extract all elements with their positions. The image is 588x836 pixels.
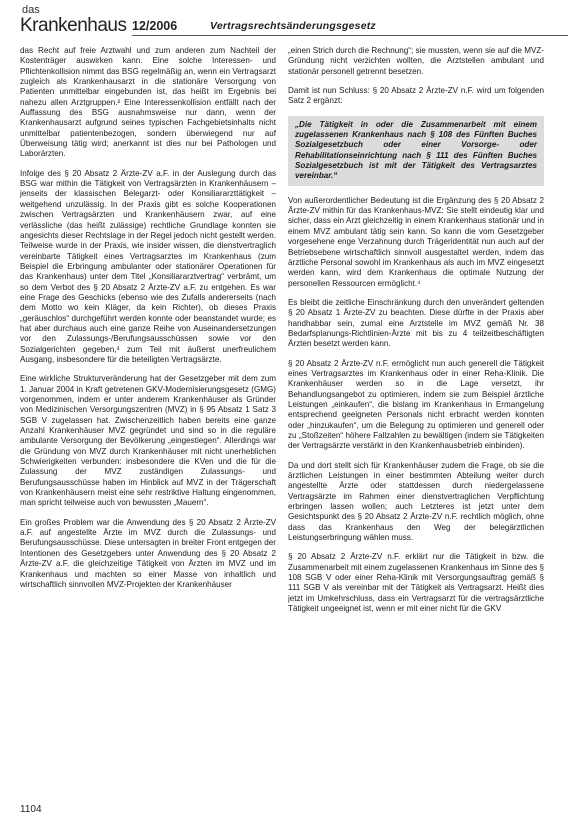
left-column xyxy=(20,46,276,599)
body-paragraph: Eine wirkliche Strukturveränderung hat der Gesetzgeber mit dem zum 1. Januar 2004 in Kraft getretenen GKV-Modernisierungsgesetz (GMG) vorgenommen, indem er unter anderem Krankenhäuser als Gründer von Medizinischen Versorgungszentren (MVZ) in § 95 Absatz 1 Satz 3 SGB V zugelassen hat. Zwischenzeitlich haben bereits eine ganze Anzahl Krankenhäuser MVZ gegründet und sind so in die reguläre ambulante Versorgung der Bevölkerung „eingestiegen“. Allerdings war die Gründung von MVZ durch Krankenhäuser mit nicht unerheblichen Schwierigkeiten verbunden: insbesondere die KVen und die für die Zulassung der MVZ zuständigen Zulassungs- und Berufungsausschüsse haben im Hinblick auf MVZ in der Trägerschaft von Krankenhäusern meist eine sehr restriktive Haltung eingenommen, man spricht teilweise auch von bewussten „Mauern“. xyxy=(20,374,276,508)
body-paragraph: das Recht auf freie Arztwahl und zum anderen zum Nachteil der Kostenträger auswirken kann. Eine solche Interessen- und Pflichtenkollision nimmt das BSG regelmäßig an, wenn ein Vertragsarzt zugleich als Krankenhausarzt in die stationäre Versorgung von Patienten unmittelbar eingebunden ist, das heißt im Ergebnis bei nahezu allen Arztgruppen.² Eine Interessenkollision entfällt nach der Auffassung des BSG ausnahmsweise nur dann, wenn der Krankenhausarzt aufgrund seines typischen Fachgebietsinhalts nicht unmittelbar patientenbezogen, sondern überwiegend nur auf Überweisung tätig wird; anerkannt ist dies nur bei Pathologen und Laborärzten. xyxy=(20,46,276,159)
body-paragraph: Es bleibt die zeitliche Einschränkung durch den unverändert geltenden § 20 Absatz 1 Ärzte-ZV zu beachten. Diese dürfte in der Praxis aber handhabbar sein, zumal eine Arztstelle im MVZ gemäß Nr. 38 Bedarfsplanungs-Richtlinien-Ärzte mit bis zu 4 teilzeitbeschäftigten Ärzten besetzt werden kann. xyxy=(288,297,544,349)
logo-main-text: Krankenhaus xyxy=(20,15,127,36)
header-divider xyxy=(132,35,568,36)
body-paragraph: Von außerordentlicher Bedeutung ist die Ergänzung des § 20 Absatz 2 Ärzte-ZV mithin für das Krankenhaus-MVZ: Sie stellt eindeutig klar und sicher, dass ein Arzt gleichzeitig in einem Krankenhaus stationär und in einem MVZ ambulant tätig sein kann. So kann die vom Gesetzgeber vorgesehene enge Verzahnung durch Trägeridentität nun auch auf der Betriebsebene wirtschaftlich sinnvoll ausgestaltet werden, indem das ärztliche Personal sowohl im Krankenhaus als auch im MVZ eingesetzt werden kann, wird dem Krankenhaus die optimale Nutzung der personellen Ressourcen ermöglicht.⁴ xyxy=(288,195,544,288)
right-column xyxy=(288,46,544,624)
body-paragraph: Ein großes Problem war die Anwendung des § 20 Absatz 2 Ärzte-ZV a.F. auf angestellte Ärzte im MVZ durch die Zulassungs- und Berufungsausschüsse. Diese untersagten in breiter Front entgegen der Intentionen des Gesetzgebers unter Anwendung des § 20 Absatz 2 Ärzte-ZV a.F. die gleichzeitige Tätigkeit von Ärzten im MVZ und im Krankenhaus und machten so einer Masse von inhaltlich und wirtschaftlich sinnvollen MVZ-Projekten der Krankenhäuser xyxy=(20,517,276,589)
body-paragraph: § 20 Absatz 2 Ärzte-ZV n.F. erklärt nur die Tätigkeit in bzw. die Zusammenarbeit mit einem zugelassenen Krankenhaus im Sinne des § 108 SGB V oder einer Reha-Klinik mit Versorgungsauftrag gemäß § 111 SGB V als vereinbar mit der Tätigkeit als Vertragsarzt. Heißt dies jetzt im Umkehrschluss, dass ein Vertragsarzt für die vertragsärztliche Tätigkeit ungeeignet ist, wenn er mit einer nicht für die GKV xyxy=(288,552,544,614)
body-paragraph: Da und dort stellt sich für Krankenhäuser zudem die Frage, ob sie die ärztlichen Leistungen in einer bestimmten Abteilung weiter durch angestellte Ärzte oder stattdessen durch niedergelassene Vertragsärzte im Rahmen einer dienstvertraglichen Verpflichtung erbringen lassen wollen; auch Letzteres ist jetzt unter dem Gesichtspunkt des § 20 Absatz 2 Ärzte-ZV n.F. rechtlich möglich, ohne dass das Krankenhaus den Weg der belegärztlichen Leistungserbringung wählen muss. xyxy=(288,460,544,543)
issue-number: 12/2006 xyxy=(132,19,178,33)
statute-quote-box: „Die Tätigkeit in oder die Zusammenarbeit mit einem zugelassenen Krankenhaus nach § 108 des Fünften Buches Sozialgesetzbuch oder einer Vorsorge- oder Rehabilitationseinrichtung nach § 111 des Fünften Buches Sozialgesetzbuch ist mit der Tätigkeit des Vertragsarztes vereinbar.“ xyxy=(288,116,544,186)
body-paragraph: Damit ist nun Schluss: § 20 Absatz 2 Ärzte-ZV n.F. wird um folgenden Satz 2 ergänzt: xyxy=(288,86,544,106)
body-paragraph: § 20 Absatz 2 Ärzte-ZV n.F. ermöglicht nun auch generell die Tätigkeit eines Vertragsarztes im Krankenhaus oder in einer Reha-Klinik. Die Krankenhäuser werden so in die Lage versetzt, ihr Behandlungsangebot zu optimieren, indem sie zum Beispiel ärztliche Leistungen „einkaufen“, die bislang im Krankenhaus in Ermangelung entsprechend geeigneten Personals nicht erbracht werden konnten oder „hinzukaufen“, um die Belegung zu optimieren und generell oder zu „Stoßzeiten“ höhere Fallzahlen zu bewältigen (indem sie Tätigkeiten der Vertragsärzte verstärkt in den Krankenhausbetrieb einbinden). xyxy=(288,358,544,451)
body-paragraph: „einen Strich durch die Rechnung“; sie mussten, wenn sie auf die MVZ-Gründung nicht verzichten wollten, die Arztstellen ambulant und stationär personell getrennt besetzen. xyxy=(288,46,544,76)
section-title: Vertragsrechtsänderungsgesetz xyxy=(210,20,376,32)
page-header xyxy=(20,4,568,44)
page-number: 1104 xyxy=(20,804,42,815)
body-paragraph: Infolge des § 20 Absatz 2 Ärzte-ZV a.F. in der Auslegung durch das BSG war mithin die Tätigkeit von Vertragsärzten in Krankenhäusern – jenseits der klassischen Belegarzt- oder Konsiliararzttätigkeit – weitgehend unzulässig. In der Praxis gibt es solche Kooperationen zwischen Vertragsärzten und Krankenhäusern zwar, auf eine verlässliche (das heißt zulässige) rechtliche Grundlage konnten sie angesichts dieser Rechtslage in der Regel jedoch nicht gestellt werden. Teilweise wurde in der Praxis, wie insider wissen, die dienstvertraglich vereinbarte Tätigkeit eines Vertragsarztes im Krankenhaus (zum Beispiel die Erbringung ambulanter oder stationärer Operationen für das Krankenhaus) unter dem Titel „Konsiliararztvertrag“ verbrämt, um so dem Verbot des § 20 Absatz 2 Ärzte-ZV a.F. zu entgehen. Es war eine Frage des Geschicks (ebenso wie des Zufalls andererseits (nach dem Motto wo kein Kläger, da kein Richter), ob dieses Praxis „geräuschlos“ durchgeführt werden konnte oder beanstandet wurde; es hat aber durchaus auch eine ganze Reihe von Auseinandersetzungen vor den Zulassungs-/Berufungsausschüssen sowie vor den Sozialgerichten gegeben,³ zum Teil mit äußerst unerfreulichem Ausgang, insbesondere für die beteiligten Vertragsärzte. xyxy=(20,168,277,364)
logo-small-text: das xyxy=(22,4,40,16)
